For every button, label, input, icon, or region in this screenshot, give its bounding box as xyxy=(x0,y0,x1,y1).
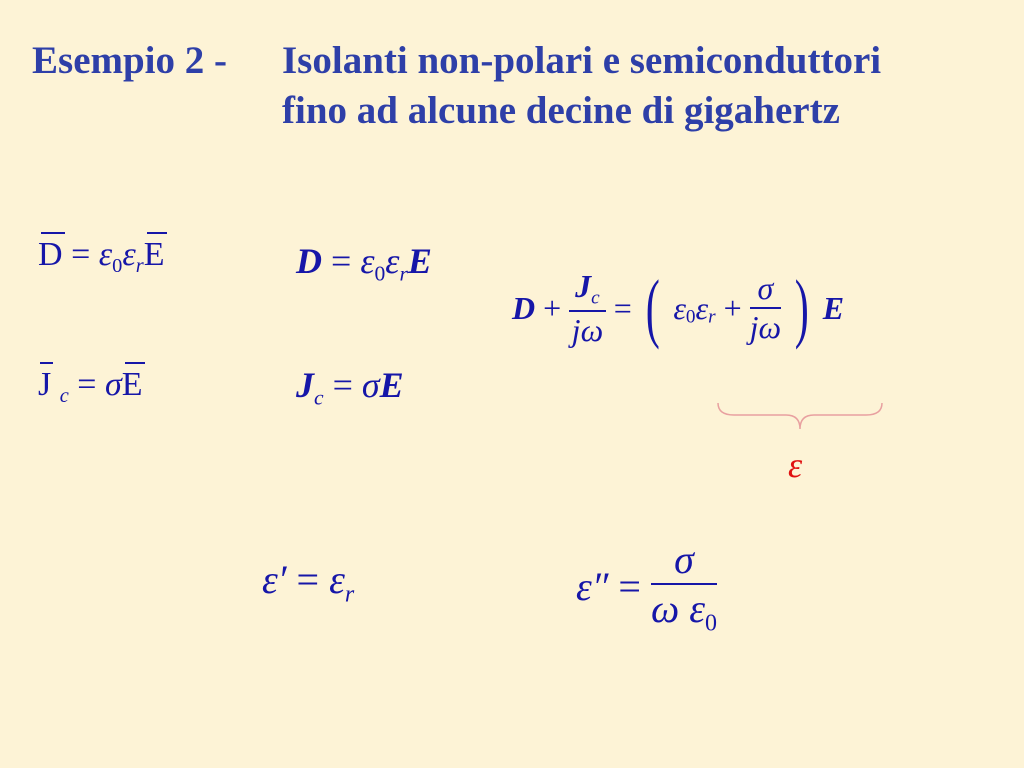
equation-full xyxy=(512,264,845,350)
fraction-jc xyxy=(569,268,606,349)
left-paren: ( xyxy=(645,264,660,350)
e-bold: E xyxy=(379,365,404,405)
epsilon: ε xyxy=(695,289,709,326)
e-bold: E xyxy=(822,289,845,326)
epsilon-label: ε xyxy=(788,445,803,485)
equals: = xyxy=(618,564,641,610)
equals: = xyxy=(613,289,632,326)
fraction-denominator xyxy=(651,585,717,637)
title-text-1: Isolanti non-polari e semiconduttori xyxy=(282,39,882,82)
equals: = xyxy=(77,366,97,403)
fraction-denominator: jω xyxy=(571,311,604,348)
j-vector: J xyxy=(38,366,52,403)
sub-r: r xyxy=(708,306,716,328)
sub-0: 0 xyxy=(685,306,696,328)
equation-d-plain xyxy=(38,236,164,278)
epsilon: ε xyxy=(329,557,345,602)
fraction-numerator: σ xyxy=(651,536,717,585)
plus: + xyxy=(723,289,742,326)
e-vector: E xyxy=(121,366,143,403)
sub-c: c xyxy=(314,385,324,410)
fraction-numerator xyxy=(569,268,606,312)
sub-0: 0 xyxy=(112,255,123,278)
epsilon: ε xyxy=(385,241,400,281)
sub-r: r xyxy=(344,581,355,608)
d-bold: D xyxy=(296,241,322,281)
equation-j-plain xyxy=(38,366,143,408)
d-bold: D xyxy=(512,289,536,326)
fraction-sigma xyxy=(750,270,781,346)
equation-eps-dprime xyxy=(576,536,717,637)
sigma: σ xyxy=(104,366,122,403)
underbrace xyxy=(716,401,884,431)
equation-j-bold xyxy=(296,364,404,411)
equation-d-bold xyxy=(296,240,432,287)
epsilon-double-prime: ε″ xyxy=(576,564,609,610)
sub-r: r xyxy=(135,255,144,278)
sub-0: 0 xyxy=(705,610,717,637)
sub-0: 0 xyxy=(374,261,386,286)
plus: + xyxy=(543,289,562,326)
slide-title xyxy=(32,36,881,136)
right-paren: ) xyxy=(794,264,809,350)
sub-c: c xyxy=(591,287,600,309)
sigma: σ xyxy=(361,365,380,405)
fraction-denominator: jω xyxy=(749,309,782,346)
title-label: Esempio 2 - xyxy=(32,39,227,82)
fraction-sigma-omega xyxy=(651,536,717,637)
title-line-1 xyxy=(32,36,881,86)
equals: = xyxy=(331,241,352,281)
epsilon-prime: ε′ xyxy=(262,557,287,602)
epsilon: ε xyxy=(673,289,686,326)
equals: = xyxy=(332,365,353,405)
sub-c: c xyxy=(59,385,69,408)
e-vector: E xyxy=(143,236,165,273)
equation-eps-prime xyxy=(262,556,354,608)
j-bold: J xyxy=(575,268,592,304)
fraction-numerator: σ xyxy=(750,270,781,309)
e-bold: E xyxy=(407,241,432,281)
omega-epsilon: ω ε xyxy=(650,586,705,631)
epsilon: ε xyxy=(98,236,113,273)
title-line-2: fino ad alcune decine di gigahertz xyxy=(282,89,840,132)
d-vector: D xyxy=(38,236,63,273)
equals: = xyxy=(71,236,91,273)
sub-r: r xyxy=(399,261,408,286)
j-bold: J xyxy=(296,365,314,405)
epsilon: ε xyxy=(122,236,136,273)
equals: = xyxy=(296,557,320,602)
epsilon: ε xyxy=(360,241,375,281)
